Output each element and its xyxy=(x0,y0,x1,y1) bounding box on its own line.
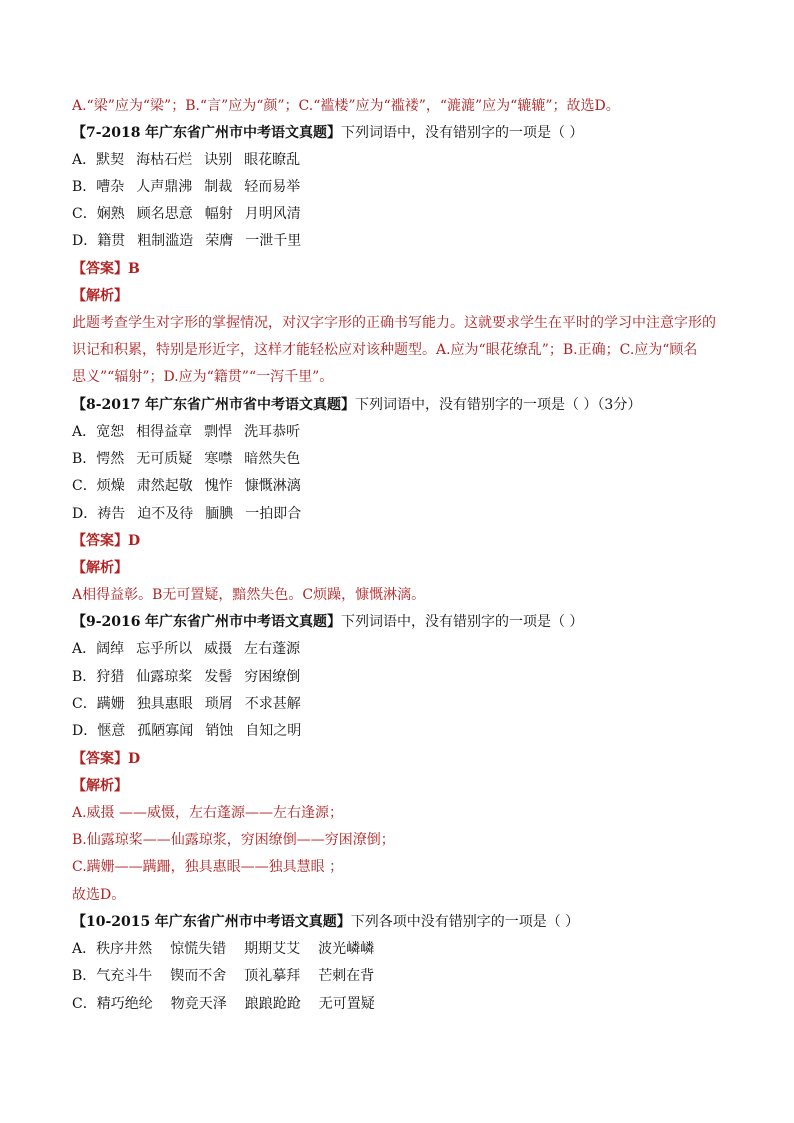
question-10-header xyxy=(72,912,579,932)
question-8-option-b: B．愕然 无可质疑 寒噤 暗然失色 xyxy=(72,451,301,467)
question-7-number: 【7-2018 xyxy=(72,125,141,141)
question-10-source: 年广东省广州市中考语文真题】 xyxy=(154,914,351,930)
question-7-answer: 【答案】B xyxy=(72,261,140,277)
question-7-option-a: A．默契 海枯石烂 诀别 眼花瞭乱 xyxy=(72,152,301,168)
question-9-stem: 下列词语中，没有错别字的一项是（ ） xyxy=(340,614,584,630)
question-10-option-b: B．气充斗牛 锲而不舍 顶礼摹拜 芒刺在背 xyxy=(72,968,375,984)
question-9-conclusion: 故选D。 xyxy=(72,887,126,903)
question-8-analysis-label: 【解析】 xyxy=(72,560,128,576)
question-7-analysis-line-2: 识记和积累，特别是形近字，这样才能轻松应对该种题型。A.应为“眼花缭乱”；B.正确；C.应为“顾名 xyxy=(72,342,698,358)
prev-answer-explanation: A.“梁”应为“梁”；B.“言”应为“颜”；C.“褴楼”应为“褴褛”，“漉漉”应为“辘辘”；故选D。 xyxy=(72,98,620,114)
question-9-analysis-label: 【解析】 xyxy=(72,778,128,794)
question-7-analysis-label: 【解析】 xyxy=(72,288,128,304)
question-8-option-c: C．烦燥 肃然起敬 愧怍 慷慨淋漓 xyxy=(72,478,301,494)
question-7-option-d: D．籍贯 粗制滥造 荣膺 一泄千里 xyxy=(72,233,302,249)
question-9-analysis-line-3: C.蹒姗——蹒跚，独具惠眼——独具慧眼 ； xyxy=(72,859,344,875)
question-7-source: 年广东省广州市中考语文真题】 xyxy=(144,125,341,141)
question-9-number: 【9-2016 xyxy=(72,614,141,630)
question-9-option-d: D．惬意 孤陋寡闻 销蚀 自知之明 xyxy=(72,723,302,739)
question-9-source: 年广东省广州市中考语文真题】 xyxy=(144,614,341,630)
question-7-analysis-line-1: 此题考查学生对字形的掌握情况，对汉字字形的正确书写能力。这就要求学生在平时的学习中注意字形的 xyxy=(72,315,716,331)
question-7-analysis-line-3: 思义”“辐射”；D.应为“籍贯”“一泻千里”。 xyxy=(72,369,334,385)
question-8-stem: 下列词语中，没有错别字的一项是（ ）（3分） xyxy=(354,397,642,413)
question-7-header xyxy=(72,123,583,143)
question-7-option-c: C．娴熟 顾名思意 幅射 月明风清 xyxy=(72,206,301,222)
question-8-analysis-line-1: A相得益彰。B无可置疑，黯然失色。C烦躁，慷慨淋漓。 xyxy=(72,587,426,603)
question-9-option-c: C．蹒姗 独具惠眼 琐屑 不求甚解 xyxy=(72,696,301,712)
question-10-option-a: A．秩序井然 惊慌失错 期期艾艾 波光嶙嶙 xyxy=(72,941,375,957)
question-10-number: 【10-2015 xyxy=(72,914,151,930)
question-9-analysis-line-1: A.威摄 ——威慑，左右蓬源——左右逢源； xyxy=(72,805,344,821)
question-7-stem: 下列词语中，没有错别字的一项是（ ） xyxy=(340,125,584,141)
question-8-answer: 【答案】D xyxy=(72,533,141,549)
question-8-option-a: A．宽恕 相得益章 剽悍 洗耳恭听 xyxy=(72,424,301,440)
question-9-option-a: A．阔绰 忘乎所以 威摄 左右蓬源 xyxy=(72,641,301,657)
question-9-answer: 【答案】D xyxy=(72,751,141,767)
question-10-option-c: C．精巧绝纶 物竞天泽 踉踉跄跄 无可置疑 xyxy=(72,996,375,1012)
question-8-option-d: D．祷告 迫不及待 腼腆 一拍即合 xyxy=(72,506,302,522)
question-10-stem: 下列各项中没有错别字的一项是（ ） xyxy=(350,914,580,930)
question-9-analysis-line-2: B.仙露琼桨——仙露琼浆，穷困缭倒——穷困潦倒； xyxy=(72,832,395,848)
question-8-number: 【8-2017 xyxy=(72,397,141,413)
question-8-header xyxy=(72,395,641,415)
question-7-option-b: B．嘈杂 人声鼎沸 制裁 轻而易举 xyxy=(72,179,301,195)
question-9-header xyxy=(72,612,583,632)
question-9-option-b: B．狩猎 仙露琼桨 发髻 穷困缭倒 xyxy=(72,669,301,685)
question-8-source: 年广东省广州市省中考语文真题】 xyxy=(144,397,355,413)
